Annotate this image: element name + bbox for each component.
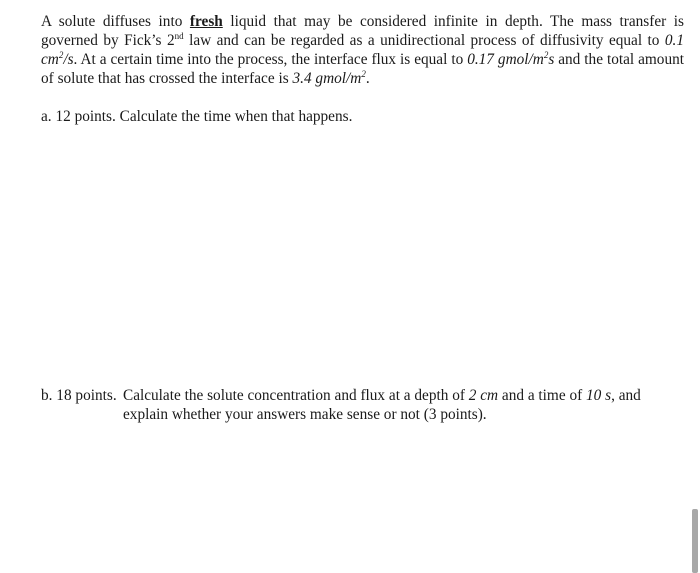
total-amount-value: 3.4 gmol/$m^2$ [292,69,366,87]
problem-statement [41,12,684,88]
part-a-label: a. [41,108,52,125]
time-value: 10 s [586,387,612,404]
part-b-text-1: Calculate the solute concentration and flux at a depth of 2 cm and a time of 10 s, and [123,387,641,404]
vertical-scrollbar[interactable] [692,509,698,573]
question-part-b [41,386,691,424]
intro-text-4: . At a certain time into the process, the interface flux is equal to [73,51,468,68]
ordinal-superscript: nd [174,31,184,41]
depth-value: 2 cm [468,387,499,404]
intro-text-6: . [365,70,370,87]
intro-text-1: A solute diffuses into [41,13,190,30]
question-part-a [41,107,352,126]
intro-text-5: and the total amount of solute that has crossed the interface is [41,51,684,87]
emphasized-word-fresh: fresh [189,13,223,30]
part-b-line-2: explain whether your answers make sense or not (3 points). [123,406,487,423]
flux-value: 0.17 gmol/$m^2s$ [467,50,555,68]
part-a-text: 12 points. Calculate the time when that happens. [51,108,353,125]
diffusivity-value: 0.1 $cm^2/s$ [41,32,685,68]
intro-text-2: liquid that may be considered infinite in depth. The mass transfer is governed by Fick’s 2 [41,13,684,49]
intro-text-3: law and can be regarded as a unidirectional process of diffusivity equal to [183,32,665,49]
part-b-label: b. 18 points. [41,387,117,404]
part-b-line-1 [41,386,691,405]
